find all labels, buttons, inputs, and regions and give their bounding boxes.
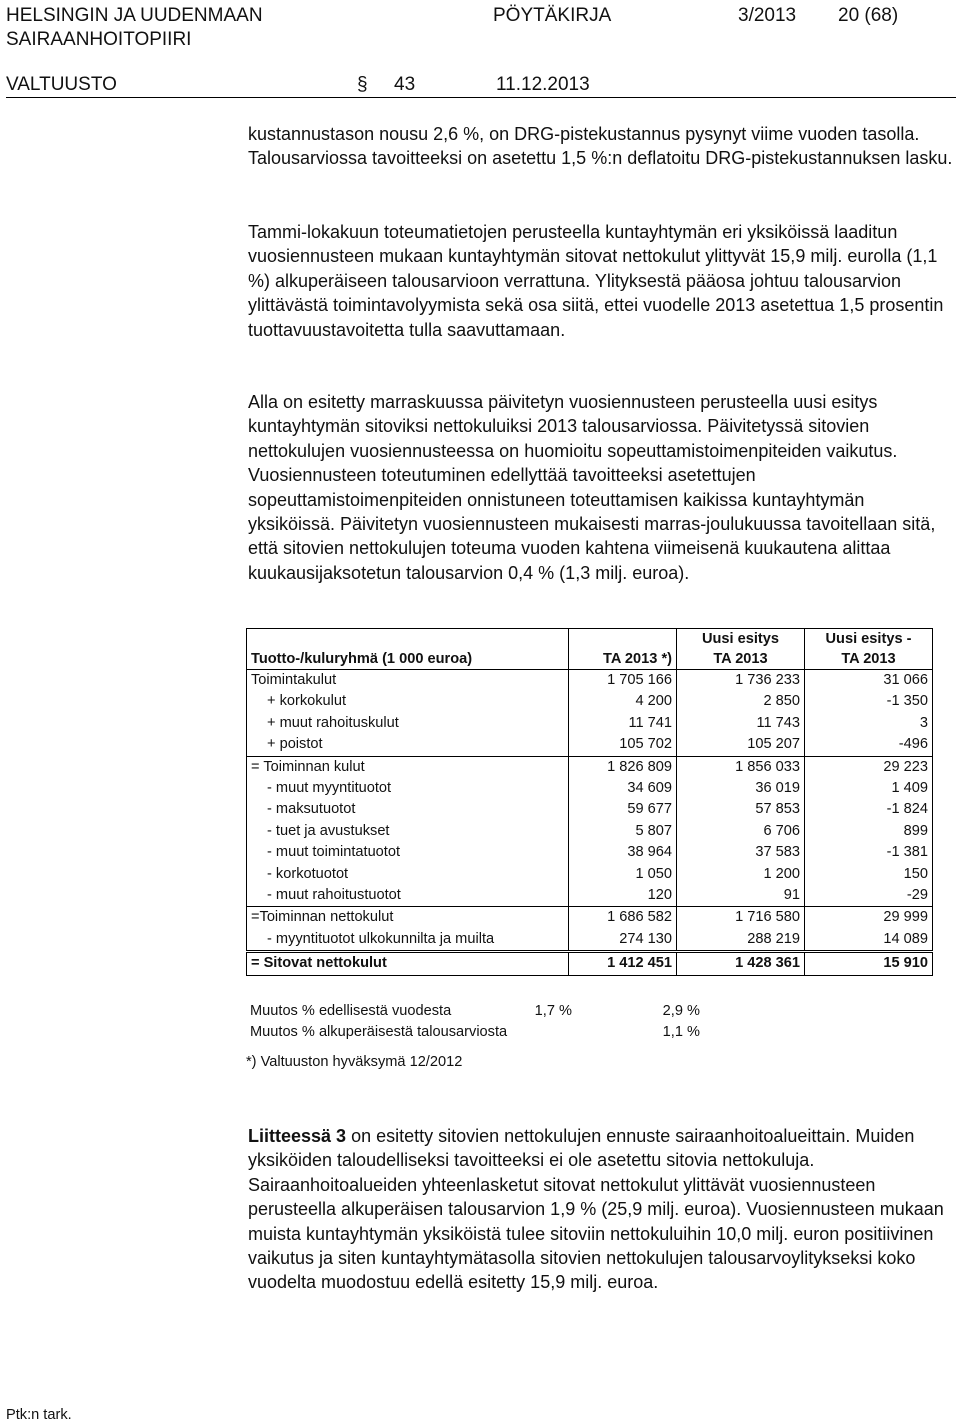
cell-difference: 1 409 (805, 778, 933, 799)
cell-uusi-esitys: 36 019 (677, 778, 805, 799)
col-header-uusi-line1: Uusi esitys (701, 631, 780, 647)
table-row (247, 734, 933, 756)
cell-ta-2013: 59 677 (569, 799, 677, 820)
cell-label: = Toiminnan kulut (247, 756, 569, 778)
cell-uusi-esitys: 1 736 233 (677, 670, 805, 692)
paragraph-4-text: on esitetty sitovien nettokulujen ennuste sairaanhoitoalueittain. Muiden yksiköiden taloudelliseksi tavoitteeksi ei ole asetettu sitovia nettokuluja. Sairaanhoitoalueiden yhteenlasketut sitovat nettokulut ylittävät vuosiennusteen perusteella alkuperäisen talousarvion 1,9 % (25,9 milj. euroa). Vuosiennusteen mukaan muista kuntayhtymän yksiköistä tulee sitoviin nettokuluihin 10,0 milj. euron positiivinen vaikutus ja siten kuntayhtymätasolla sitovien nettokulujen talousarvoylitykseksi koko vuodelta muodostuu edellä esitetty 15,9 milj. euroa. (248, 1126, 944, 1293)
table-row (247, 778, 933, 799)
minutes-checker-mark: Ptk:n tark. (6, 1407, 72, 1423)
org-name-line1: HELSINGIN JA UUDENMAAN (6, 5, 263, 26)
cell-label: - korkotuotot (247, 864, 569, 885)
cell-label: = Sitovat nettokulut (247, 952, 569, 975)
cell-ta-2013: 1 050 (569, 864, 677, 885)
table-row (247, 907, 933, 929)
change-value-ta: 1,7 % (534, 1003, 572, 1019)
appendix-reference: Liitteessä 3 (248, 1126, 347, 1146)
cell-difference: 899 (805, 821, 933, 842)
table-row (247, 799, 933, 820)
cell-ta-2013: 105 702 (569, 734, 677, 756)
cell-label: Toimintakulut (247, 670, 569, 692)
col-header-diff-line1: Uusi esitys - (825, 631, 912, 647)
cell-uusi-esitys: 6 706 (677, 821, 805, 842)
cell-ta-2013: 34 609 (569, 778, 677, 799)
table-row (247, 713, 933, 734)
change-value-uusi: 2,9 % (662, 1003, 700, 1019)
cell-label: + korkokulut (247, 691, 569, 712)
cell-difference: 29 999 (805, 907, 933, 929)
table-footnote: *) Valtuuston hyväksymä 12/2012 (246, 1054, 463, 1070)
cell-difference: 3 (805, 713, 933, 734)
cell-ta-2013: 5 807 (569, 821, 677, 842)
cell-difference: 29 223 (805, 756, 933, 778)
cell-difference: 150 (805, 864, 933, 885)
cell-difference: -1 350 (805, 691, 933, 712)
table-row (247, 691, 933, 712)
cell-label: - muut rahoitustuotot (247, 885, 569, 907)
paragraph-3: Alla on esitetty marraskuussa päivitetyn vuosiennusteen perusteella uusi esitys kuntayhtymän sitoviksi nettokuluiksi 2013 talousarviossa. Päivitetyssä sitovien nettokulujen vuosiennusteessa on huomioitu sopeuttamistoimenpiteiden vaikutus. Vuosiennusteen toteutuminen edellyttää tavoitteeksi asetettujen sopeuttamistoimenpiteiden onnistuneen toteuttamisen kaikissa kuntayhtymän yksiköissä. Päivitetyn vuosiennusteen mukaisesti marras-joulukuussa tavoitellaan sitä, että sitovien nettokulujen toteuma vuoden kahtena viimeisenä kuukautena alittaa kuukausijaksotetun talousarvion 0,4 % (1,3 milj. euroa). (248, 392, 936, 583)
cell-uusi-esitys: 1 716 580 (677, 907, 805, 929)
cell-label: - maksutuotot (247, 799, 569, 820)
cell-ta-2013: 38 964 (569, 842, 677, 863)
cell-ta-2013: 4 200 (569, 691, 677, 712)
page-number: 20 (68) (838, 5, 899, 26)
cell-ta-2013: 1 686 582 (569, 907, 677, 929)
cell-uusi-esitys: 57 853 (677, 799, 805, 820)
cell-ta-2013: 1 826 809 (569, 756, 677, 778)
cell-difference: 15 910 (805, 952, 933, 975)
meeting-date: 11.12.2013 (496, 74, 590, 95)
doc-type: PÖYTÄKIRJA (493, 5, 612, 26)
cell-ta-2013: 274 130 (569, 929, 677, 952)
cell-uusi-esitys: 1 856 033 (677, 756, 805, 778)
cell-difference: -29 (805, 885, 933, 907)
col-header-diff (805, 629, 933, 670)
cell-difference: -496 (805, 734, 933, 756)
table-row (247, 842, 933, 863)
cell-label: + muut rahoituskulut (247, 713, 569, 734)
cell-ta-2013: 1 705 166 (569, 670, 677, 692)
table-row (247, 929, 933, 952)
cell-difference: 14 089 (805, 929, 933, 952)
section-symbol: § (357, 74, 368, 95)
cell-uusi-esitys: 105 207 (677, 734, 805, 756)
header-divider (6, 97, 956, 98)
col-header-uusi (677, 629, 805, 670)
change-row-original-budget (250, 1022, 810, 1043)
cell-ta-2013: 11 741 (569, 713, 677, 734)
financial-table (246, 628, 933, 976)
cell-uusi-esitys: 11 743 (677, 713, 805, 734)
paragraph-1: kustannustason nousu 2,6 %, on DRG-pistekustannus pysynyt viime vuoden tasolla. Talousarviossa tavoitteeksi on asetettu 1,5 %:n deflatoitu DRG-pistekustannuksen lasku. (248, 124, 953, 169)
cell-label: - muut myyntituotot (247, 778, 569, 799)
col-header-uusi-line2: TA 2013 (713, 651, 768, 667)
table-row (247, 952, 933, 975)
change-value-uusi: 1,1 % (662, 1024, 700, 1041)
cell-uusi-esitys: 37 583 (677, 842, 805, 863)
paragraph-2: Tammi-lokakuun toteumatietojen perusteella kuntayhtymän eri yksiköissä laaditun vuosiennusteen mukaan kuntayhtymän sitovat nettokulut ylittyvät 15,9 milj. eurolla (1,1 %) alkuperäiseen talousarvioon verrattuna. Ylityksestä pääosa johtuu talousarvion ylittävästä toimintavolyymista sekä osa siitä, ettei vuodelle 2013 asetettua 1,5 prosentin tuottavuustavoitetta tulla saavuttamaan. (248, 222, 944, 340)
col-header-label: Tuotto-/kuluryhmä (1 000 euroa) (247, 629, 569, 670)
cell-difference: 31 066 (805, 670, 933, 692)
cell-ta-2013: 1 412 451 (569, 952, 677, 975)
section-number: 43 (394, 74, 416, 95)
table-header-row (247, 629, 933, 670)
cell-difference: -1 381 (805, 842, 933, 863)
col-header-diff-line2: TA 2013 (841, 651, 896, 667)
meeting-body: VALTUUSTO (6, 74, 117, 95)
col-header-ta: TA 2013 *) (569, 629, 677, 670)
table-row (247, 756, 933, 778)
doc-number: 3/2013 (738, 5, 797, 26)
change-label: Muutos % edellisestä vuodesta (250, 1003, 452, 1019)
change-label: Muutos % alkuperäisestä talousarviosta (250, 1024, 508, 1041)
table-row (247, 885, 933, 907)
cell-label: - myyntituotot ulkokunnilta ja muilta (247, 929, 569, 952)
table-row (247, 670, 933, 692)
org-name-line2: SAIRAANHOITOPIIRI (6, 29, 192, 50)
table-row (247, 864, 933, 885)
cell-uusi-esitys: 288 219 (677, 929, 805, 952)
cell-uusi-esitys: 1 428 361 (677, 952, 805, 975)
cell-uusi-esitys: 91 (677, 885, 805, 907)
cell-label: - muut toimintatuotot (247, 842, 569, 863)
change-row-prev-year (250, 1001, 810, 1022)
change-percentages (250, 1001, 810, 1044)
cell-difference: -1 824 (805, 799, 933, 820)
cell-ta-2013: 120 (569, 885, 677, 907)
cell-uusi-esitys: 2 850 (677, 691, 805, 712)
cell-uusi-esitys: 1 200 (677, 864, 805, 885)
cell-label: + poistot (247, 734, 569, 756)
cell-label: =Toiminnan nettokulut (247, 907, 569, 929)
cell-label: - tuet ja avustukset (247, 821, 569, 842)
table-row (247, 821, 933, 842)
paragraph-4 (248, 1124, 956, 1295)
